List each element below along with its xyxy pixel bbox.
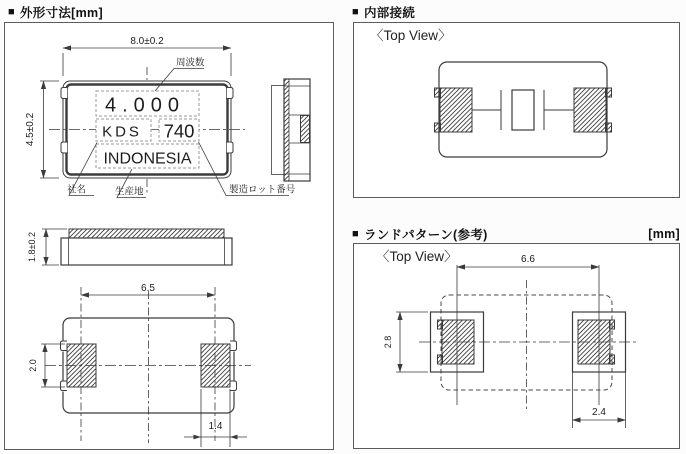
marking-maker: KDS [102, 123, 142, 141]
dimension-pad-span [81, 283, 215, 295]
dimension-pad-width [184, 389, 247, 447]
outline-section-title: 外形寸法[mm] [19, 6, 103, 20]
outline-drawing-panel [4, 22, 334, 450]
internal-connection-panel [353, 22, 680, 198]
right-pad [201, 344, 230, 387]
right-electrode-footprint [578, 320, 615, 364]
section-bullet-icon: ■ [8, 5, 15, 18]
pad-center-lines [81, 287, 215, 441]
dim-thickness-label: 1.8±0.2 [27, 232, 37, 262]
dim-width-label: 8.0±0.2 [130, 36, 164, 47]
left-pad [67, 344, 96, 387]
left-electrode [435, 88, 473, 132]
section-bullet-icon: ■ [352, 5, 359, 18]
bottom-view [28, 283, 251, 447]
origin-callout-label: 生産地 [115, 186, 144, 198]
frequency-callout-label: 周波数 [176, 57, 205, 69]
internal-section-title: 内部接続 [363, 6, 416, 20]
front-view [25, 36, 296, 198]
dim-land-width-label: 2.4 [592, 407, 606, 418]
dim-pad-span-label: 6.5 [141, 283, 155, 294]
top-view-label: 〈Top View〉 [376, 249, 458, 264]
dim-pad-height-label: 2.0 [28, 359, 38, 372]
side-view [27, 229, 232, 265]
crystal-symbol [472, 90, 574, 130]
section-bullet-icon: ■ [352, 227, 359, 240]
internal-connection-drawing [354, 23, 679, 197]
marking-area [96, 91, 199, 168]
callout-company [67, 143, 97, 196]
right-electrode [574, 88, 612, 132]
side-body [61, 238, 232, 265]
lot-callout-label: 製造ロット番号 [229, 184, 296, 196]
land-pattern-drawing [354, 244, 679, 448]
marking-frequency: 4.000 [104, 94, 186, 117]
dim-land-span-label: 6.6 [521, 254, 535, 265]
outline-drawing [5, 23, 333, 449]
callout-lot [199, 142, 296, 196]
lid-plate [69, 229, 224, 238]
marking-origin: INDONESIA [103, 150, 192, 168]
company-callout-label: 社名 [67, 184, 87, 196]
callout-frequency [155, 57, 205, 92]
dim-pad-width-label: 1.4 [208, 421, 223, 432]
land-section-header [352, 225, 680, 243]
top-view-label: 〈Top View〉 [370, 28, 452, 43]
land-pattern-panel [353, 243, 680, 449]
land-section-title: ランドパターン(参考) [363, 228, 488, 242]
end-view [272, 79, 311, 181]
callout-origin [115, 169, 146, 198]
left-electrode-footprint [438, 320, 475, 364]
dim-height-label: 4.5±0.2 [25, 112, 36, 147]
land-unit-label: [mm] [648, 227, 680, 241]
internal-section-header [352, 3, 415, 21]
outline-section-header [8, 3, 103, 21]
package-top-view [435, 62, 612, 157]
dim-land-height-label: 2.8 [383, 335, 393, 349]
marking-lot: 740 [163, 120, 195, 142]
